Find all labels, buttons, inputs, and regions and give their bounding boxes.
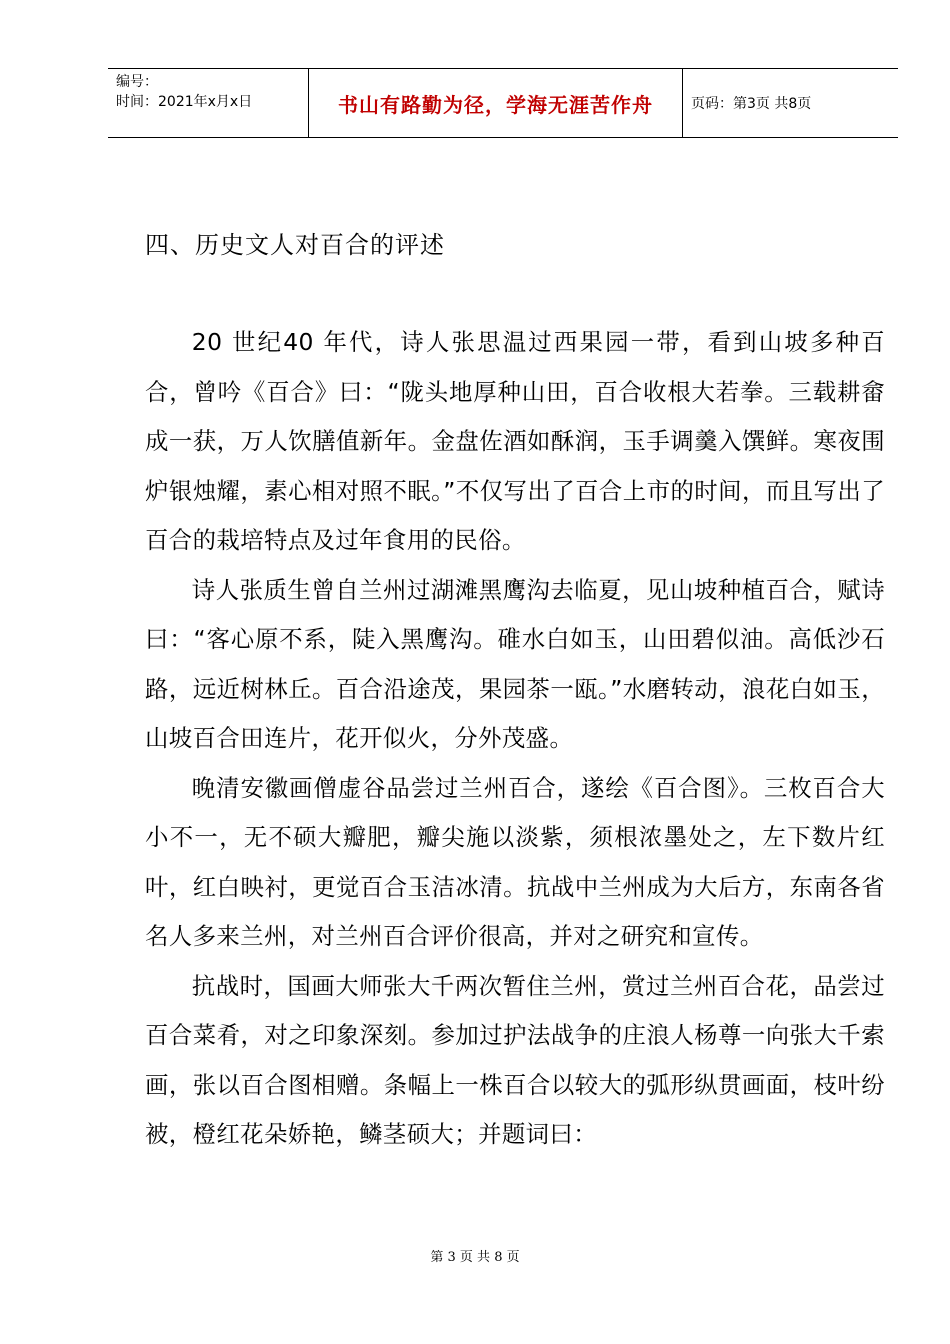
page-header (108, 68, 898, 138)
header-motto: 书山有路勤为径，学海无涯苦作舟 (309, 69, 683, 137)
paragraph: 抗战时，国画大师张大千两次暂住兰州，赏过兰州百合花，品尝过百合菜肴，对之印象深刻。参加过护法战争的庄浪人杨尊一向张大千索画，张以百合图相赠。条幅上一株百合以较大的弧形纵贯画面，枝叶纷被，橙红花朵娇艳，鳞茎硕大；并题词曰： (145, 971, 885, 1148)
paragraph: 晚清安徽画僧虚谷品尝过兰州百合，遂绘《百合图》。三枚百合大小不一，无不硕大瓣肥，瓣尖施以淡紫，须根浓墨处之，左下数片红叶，红白映衬，更觉百合玉洁冰清。抗战中兰州成为大后方，东南各省名人多来兰州，对兰州百合评价很高，并对之研究和宣传。 (145, 773, 885, 950)
number-label: 编号： (116, 74, 158, 90)
paragraph: 诗人张质生曾自兰州过湖滩黑鹰沟去临夏，见山坡种植百合，赋诗曰：“客心原不系，陡入黑鹰沟。碓水白如玉，山田碧似油。高低沙石路，远近树林丘。百合沿途茂，果园茶一瓯。”水磨转动，浪花白如玉，山坡百合田连片，花开似火，分外茂盛。 (145, 575, 885, 752)
header-page-info: 页码：第3页 共8页 (691, 96, 812, 112)
page-footer: 第 3 页 共 8 页 (430, 1250, 520, 1265)
document-body (145, 222, 885, 1160)
paragraph: 20 世纪40 年代，诗人张思温过西果园一带，看到山坡多种百合，曾吟《百合》曰：“陇头地厚种山田，百合收根大若拳。三载耕畲成一获，万人饮膳值新年。金盘佐酒如酥润，玉手调羹入馔鲜。寒夜围炉银烛耀，素心相对照不眠。”不仅写出了百合上市的时间，而且写出了百合的栽培特点及过年食用的民俗。 (145, 328, 885, 554)
time-label: 时间：2021年x月x日 (116, 94, 253, 110)
section-heading: 四、历史文人对百合的评述 (145, 231, 445, 259)
header-meta (108, 69, 309, 137)
